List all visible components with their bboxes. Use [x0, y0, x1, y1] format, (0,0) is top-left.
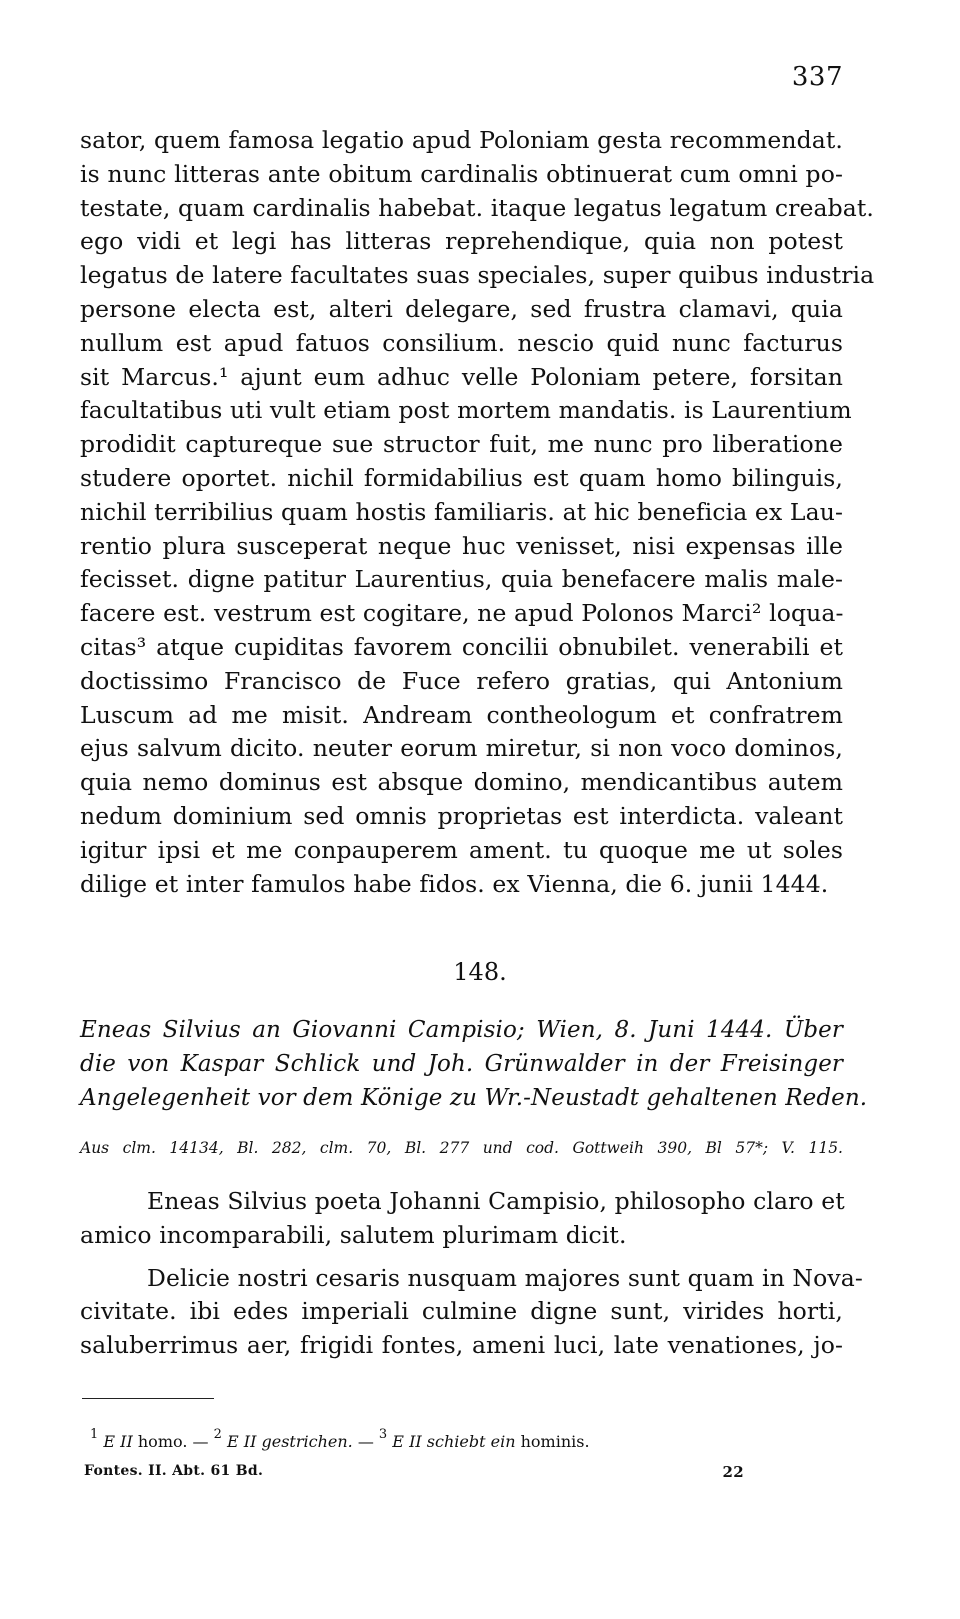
text-line: Delicie nostri cesaris nusquam majores sunt quam in Nova- [147, 1263, 863, 1292]
printer-signature [84, 1463, 744, 1479]
source-note: Aus clm. 14134, Bl. 282, clm. 70, Bl. 277 und cod. Gottweih 390, Bl 57*; V. 115. [80, 1139, 843, 1157]
footnote-ref: E II [392, 1432, 422, 1451]
series-label: Fontes. II. Abt. 61 Bd. [84, 1463, 264, 1479]
letter-body-continued [80, 124, 875, 901]
footnote-text: gestrichen. [261, 1432, 353, 1451]
page-number: 337 [791, 62, 843, 92]
text-line: facere est. vestrum est cogitare, ne apud Polonos Marci² loqua- [80, 599, 844, 628]
salutation-line: Eneas Silvius poeta Johanni Campisio, philosopho claro et [147, 1187, 845, 1215]
footnote-dash: — [192, 1432, 209, 1451]
text-line: fecisset. digne patitur Laurentius, quia benefacere malis male- [80, 565, 843, 594]
footnote-ref: E II [103, 1432, 133, 1451]
text-line: quia nemo dominus est absque domino, mendicantibus autem [80, 768, 843, 797]
heading-line: die von Kaspar Schlick und Joh. Grünwalder in der Freisinger [80, 1050, 843, 1077]
heading-line: Angelegenheit vor dem Könige zu Wr.-Neustadt gehaltenen Reden. [80, 1084, 868, 1111]
text-line: citas³ atque cupiditas favorem concilii obnubilet. venerabili et [80, 632, 843, 661]
salutation-line: amico incomparabili, salutem plurimam dicit. [80, 1220, 627, 1249]
text-line: testate, quam cardinalis habebat. itaque legatus legatum creabat. [80, 193, 875, 222]
footnote-text: schiebt ein [426, 1432, 516, 1451]
text-line: nedum dominium sed omnis proprietas est interdicta. valeant [80, 801, 843, 830]
text-line: ejus salvum dicito. neuter eorum miretur, si non voco dominos, [80, 734, 843, 763]
text-line: dilige et inter famulos habe fidos. ex Vienna, die 6. junii 1444. [80, 869, 829, 898]
footnote-mark: 3 [378, 1427, 388, 1442]
text-line: Luscum ad me misit. Andream contheologum et confratrem [80, 700, 843, 729]
footnote-divider [82, 1398, 214, 1399]
footnotes [90, 1427, 590, 1451]
text-line: sit Marcus.¹ ajunt eum adhuc velle Poloniam petere, forsitan [80, 362, 843, 391]
heading-line: Eneas Silvius an Giovanni Campisio; Wien, 8. Juni 1444. Über [80, 1017, 843, 1043]
footnote-mark: 1 [90, 1427, 99, 1442]
footnote-dash: — [357, 1432, 374, 1451]
text-line: doctissimo Francisco de Fuce refero gratias, qui Antonium [80, 666, 843, 695]
text-line: persone electa est, alteri delegare, sed frustra clamavi, quia [80, 294, 843, 323]
text-line: facultatibus uti vult etiam post mortem mandatis. is Laurentium [80, 396, 852, 425]
text-line: rentio plura susceperat neque huc venisset, nisi expensas ille [80, 531, 843, 560]
text-line: is nunc litteras ante obitum cardinalis obtinuerat cum omni po- [80, 159, 843, 188]
text-line: prodidit captureque sue structor fuit, me nunc pro liberatione [80, 430, 843, 459]
text-line: nullum est apud fatuos consilium. nescio quid nunc facturus [80, 328, 843, 357]
footnote-text: homo. [137, 1432, 188, 1451]
footnote-ref: E II [226, 1432, 257, 1451]
letter-heading [80, 1014, 868, 1115]
footnote-mark: 2 [213, 1427, 222, 1442]
text-line: studere oportet. nichil formidabilius est quam homo bilinguis, [80, 463, 843, 492]
text-line: ego vidi et legi has litteras reprehendique, quia non potest [80, 227, 843, 256]
text-line: civitate. ibi edes imperiali culmine digne sunt, virides horti, [80, 1297, 843, 1326]
text-line: sator, quem famosa legatio apud Poloniam gesta recommendat. [80, 126, 843, 154]
text-line: saluberrimus aer, frigidi fontes, ameni luci, late venationes, jo- [80, 1331, 843, 1360]
text-line: nichil terribilius quam hostis familiaris. at hic beneficia ex Lau- [80, 497, 843, 526]
text-line: igitur ipsi et me conpauperem ament. tu quoque me ut soles [80, 835, 843, 864]
section-number: 148. [453, 958, 507, 986]
text-line: legatus de latere facultates suas speciales, super quibus industria [80, 261, 875, 290]
letter-opening [80, 1185, 863, 1363]
sheet-number: 22 [722, 1463, 744, 1481]
footnote-word: hominis. [520, 1432, 590, 1451]
